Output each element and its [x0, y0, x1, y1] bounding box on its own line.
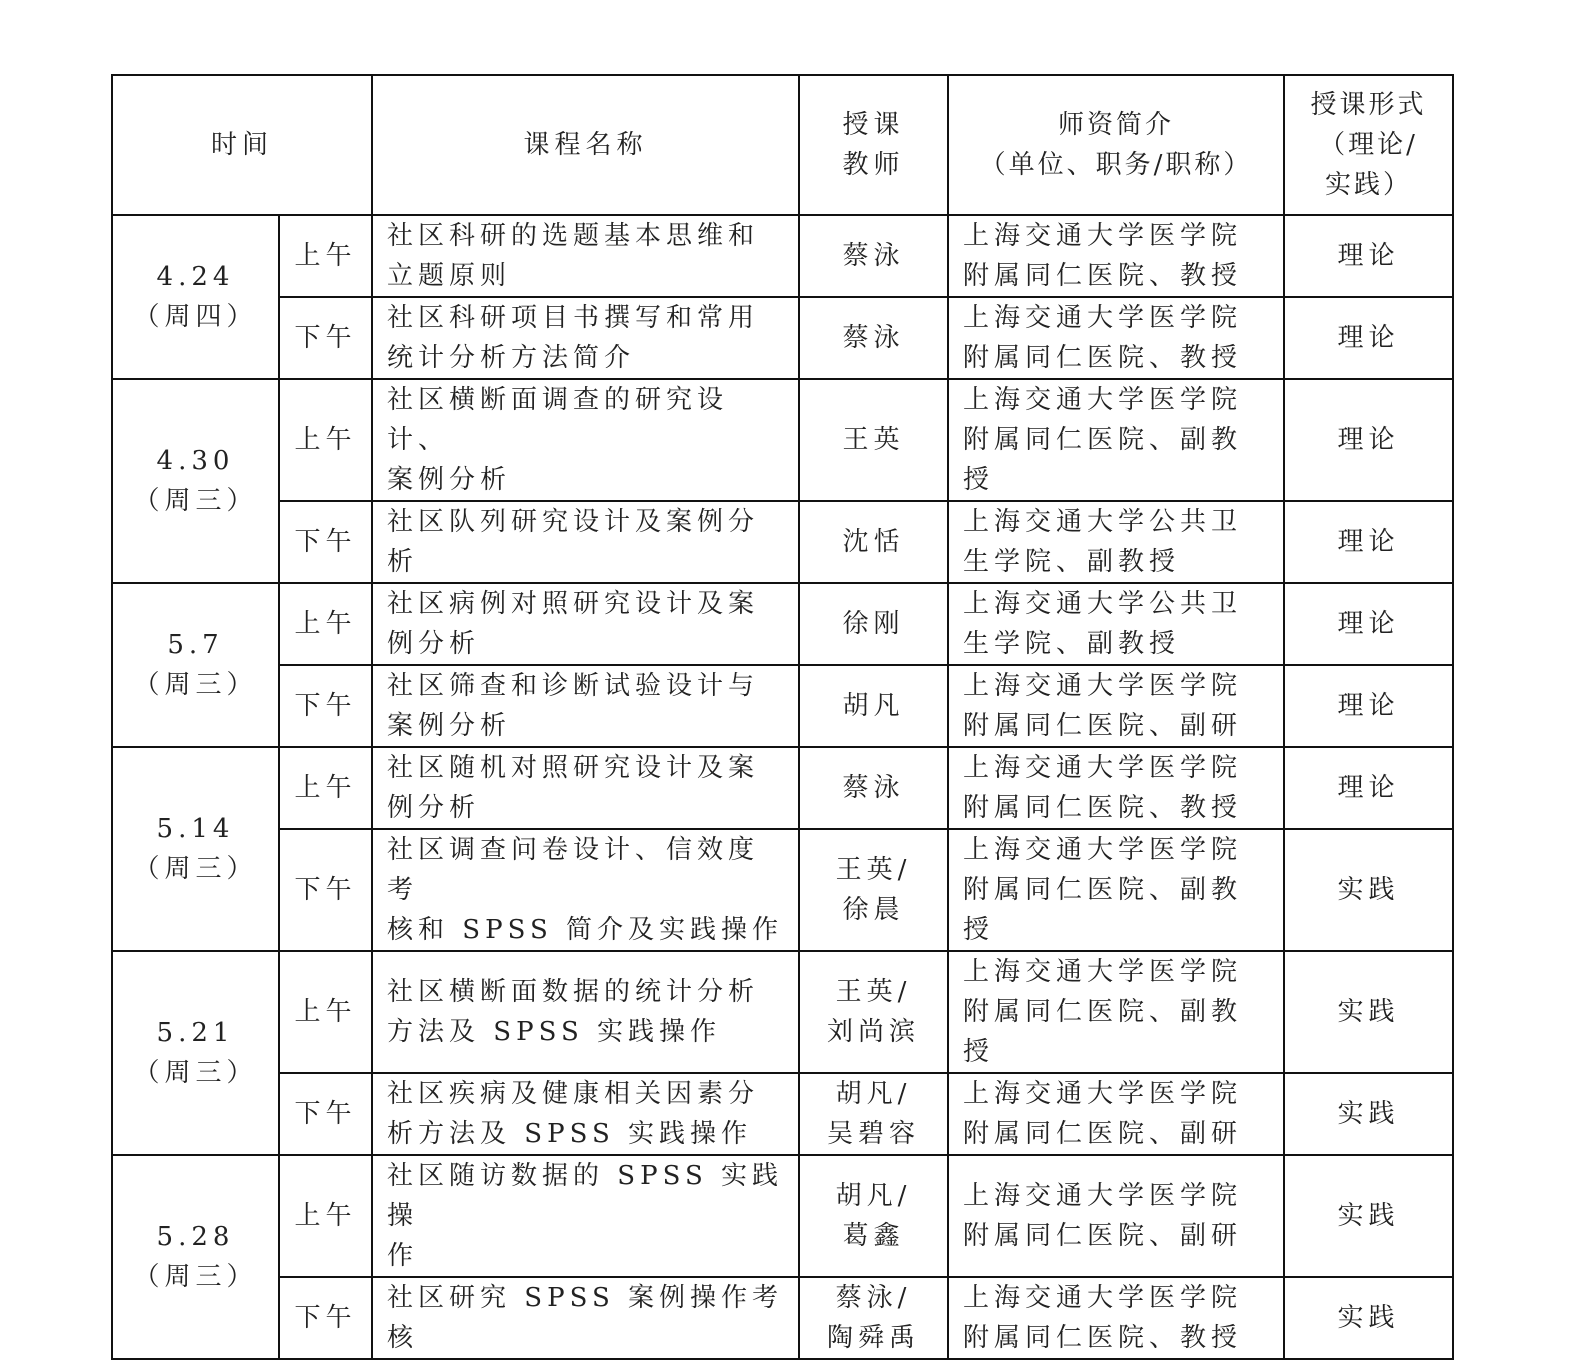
teacher-cell-line: 王英/ — [835, 977, 912, 1007]
header-form — [1284, 75, 1453, 215]
teaching-form-cell: 实践 — [1284, 1277, 1453, 1359]
course-name-cell-line: 社区研究 SPSS 案例操作考核 — [387, 1283, 784, 1353]
teacher-cell-line: 胡凡 — [842, 691, 905, 721]
teacher-cell-line: 胡凡/ — [835, 1181, 912, 1211]
header-form-line2: （理论/ — [1319, 130, 1418, 160]
teacher-intro-cell-line: 附属同仁医院、副研 — [963, 1221, 1243, 1251]
table-row — [112, 951, 1453, 1073]
date-cell — [112, 583, 279, 747]
course-name-cell-line: 案例分析 — [387, 711, 512, 741]
course-name-cell-line: 社区疾病及健康相关因素分 — [387, 1079, 760, 1109]
teacher-intro-cell-line: 上海交通大学公共卫 — [963, 507, 1243, 537]
teacher-cell — [799, 665, 948, 747]
header-teacher-line2: 教师 — [842, 150, 905, 180]
session-half-cell: 上午 — [279, 951, 372, 1073]
course-name-cell-line: 作 — [387, 1241, 419, 1271]
header-intro-line2: （单位、职务/职称） — [979, 150, 1253, 180]
teaching-form-cell: 理论 — [1284, 747, 1453, 829]
schedule-body — [112, 75, 1453, 1359]
course-name-cell — [372, 1155, 799, 1277]
teaching-form-cell: 理论 — [1284, 583, 1453, 665]
teacher-intro-cell-line: 附属同仁医院、副教授 — [963, 875, 1243, 945]
teacher-intro-cell-line: 附属同仁医院、教授 — [963, 793, 1243, 823]
teacher-intro-cell — [948, 1155, 1284, 1277]
teacher-cell — [799, 583, 948, 665]
teacher-cell-line: 陶舜禹 — [827, 1323, 921, 1353]
teacher-intro-cell — [948, 215, 1284, 297]
session-half-cell: 下午 — [279, 829, 372, 951]
teacher-intro-cell-line: 上海交通大学医学院 — [963, 1079, 1243, 1109]
teacher-intro-cell-line: 生学院、副教授 — [963, 629, 1181, 659]
table-row — [112, 1277, 1453, 1359]
teacher-intro-cell — [948, 297, 1284, 379]
session-half-cell: 下午 — [279, 1073, 372, 1155]
teacher-cell — [799, 951, 948, 1073]
teacher-cell-line: 蔡泳 — [842, 323, 905, 353]
teacher-intro-cell-line: 上海交通大学医学院 — [963, 303, 1243, 333]
teacher-intro-cell-line: 上海交通大学医学院 — [963, 1283, 1243, 1313]
weekday-value: （周三） — [133, 486, 258, 516]
teacher-intro-cell-line: 上海交通大学医学院 — [963, 957, 1243, 987]
table-row — [112, 379, 1453, 501]
course-name-cell-line: 社区横断面数据的统计分析 — [387, 977, 760, 1007]
course-name-cell-line: 核和 SPSS 简介及实践操作 — [387, 915, 784, 945]
header-teacher — [799, 75, 948, 215]
date-value: 5.21 — [156, 1018, 235, 1048]
header-teacher-line1: 授课 — [842, 110, 905, 140]
teacher-intro-cell-line: 附属同仁医院、教授 — [963, 261, 1243, 291]
date-cell — [112, 951, 279, 1155]
teacher-cell — [799, 747, 948, 829]
teacher-cell — [799, 1073, 948, 1155]
teacher-intro-cell — [948, 747, 1284, 829]
date-cell — [112, 1155, 279, 1359]
teacher-intro-cell-line: 上海交通大学医学院 — [963, 221, 1243, 251]
course-name-cell-line: 方法及 SPSS 实践操作 — [387, 1017, 722, 1047]
teacher-cell-line: 蔡泳 — [842, 773, 905, 803]
header-time: 时间 — [112, 75, 372, 215]
course-name-cell — [372, 747, 799, 829]
course-name-cell — [372, 501, 799, 583]
table-row — [112, 583, 1453, 665]
teacher-intro-cell-line: 附属同仁医院、副研 — [963, 1119, 1243, 1149]
course-name-cell — [372, 665, 799, 747]
session-half-cell: 上午 — [279, 747, 372, 829]
table-row — [112, 1073, 1453, 1155]
teacher-cell-line: 徐刚 — [842, 609, 905, 639]
course-name-cell — [372, 1073, 799, 1155]
session-half-cell: 上午 — [279, 583, 372, 665]
date-value: 5.14 — [156, 814, 235, 844]
teacher-cell-line: 蔡泳 — [842, 241, 905, 271]
teacher-intro-cell-line: 上海交通大学医学院 — [963, 671, 1243, 701]
course-name-cell-line: 社区随访数据的 SPSS 实践操 — [387, 1161, 784, 1231]
course-name-cell — [372, 215, 799, 297]
session-half-cell: 上午 — [279, 215, 372, 297]
teacher-intro-cell — [948, 829, 1284, 951]
teacher-cell-line: 蔡泳/ — [835, 1283, 912, 1313]
session-half-cell: 上午 — [279, 1155, 372, 1277]
header-row — [112, 75, 1453, 215]
date-cell — [112, 379, 279, 583]
teacher-intro-cell-line: 上海交通大学公共卫 — [963, 589, 1243, 619]
teacher-intro-cell — [948, 1073, 1284, 1155]
header-intro-line1: 师资简介 — [1058, 110, 1175, 140]
course-name-cell-line: 例分析 — [387, 793, 481, 823]
teacher-intro-cell-line: 生学院、副教授 — [963, 547, 1181, 577]
course-name-cell — [372, 379, 799, 501]
date-value: 5.7 — [167, 630, 224, 660]
course-name-cell — [372, 583, 799, 665]
teaching-form-cell: 实践 — [1284, 829, 1453, 951]
teacher-intro-cell-line: 上海交通大学医学院 — [963, 385, 1243, 415]
course-name-cell-line: 社区病例对照研究设计及案 — [387, 589, 760, 619]
weekday-value: （周三） — [133, 1058, 258, 1088]
teacher-cell — [799, 215, 948, 297]
teacher-intro-cell-line: 附属同仁医院、副教授 — [963, 997, 1243, 1067]
table-row — [112, 501, 1453, 583]
teacher-intro-cell — [948, 379, 1284, 501]
course-name-cell-line: 析方法及 SPSS 实践操作 — [387, 1119, 753, 1149]
teacher-cell-line: 刘尚滨 — [827, 1017, 921, 1047]
weekday-value: （周四） — [133, 302, 258, 332]
teacher-intro-cell — [948, 1277, 1284, 1359]
teacher-cell — [799, 829, 948, 951]
session-half-cell: 下午 — [279, 297, 372, 379]
date-cell — [112, 215, 279, 379]
teacher-cell-line: 徐晨 — [842, 895, 905, 925]
teacher-intro-cell — [948, 951, 1284, 1073]
date-value: 5.28 — [156, 1222, 235, 1252]
session-half-cell: 上午 — [279, 379, 372, 501]
teacher-cell-line: 沈恬 — [842, 527, 905, 557]
course-name-cell-line: 社区科研项目书撰写和常用 — [387, 303, 760, 333]
course-name-cell — [372, 829, 799, 951]
table-row — [112, 665, 1453, 747]
course-name-cell-line: 社区调查问卷设计、信效度考 — [387, 835, 760, 905]
teacher-intro-cell — [948, 665, 1284, 747]
teacher-cell-line: 葛鑫 — [842, 1221, 905, 1251]
course-name-cell-line: 社区队列研究设计及案例分 — [387, 507, 760, 537]
table-row — [112, 297, 1453, 379]
course-name-cell — [372, 951, 799, 1073]
weekday-value: （周三） — [133, 1262, 258, 1292]
header-intro — [948, 75, 1284, 215]
table-row — [112, 215, 1453, 297]
session-half-cell: 下午 — [279, 501, 372, 583]
course-name-cell-line: 社区科研的选题基本思维和 — [387, 221, 760, 251]
teacher-intro-cell — [948, 501, 1284, 583]
table-row — [112, 829, 1453, 951]
course-name-cell-line: 析 — [387, 547, 419, 577]
teacher-cell — [799, 297, 948, 379]
header-form-line3: 实践） — [1325, 170, 1413, 200]
teacher-cell — [799, 1155, 948, 1277]
teacher-intro-cell-line: 附属同仁医院、教授 — [963, 343, 1243, 373]
teacher-cell-line: 胡凡/ — [835, 1079, 912, 1109]
teaching-form-cell: 理论 — [1284, 215, 1453, 297]
teaching-form-cell: 理论 — [1284, 665, 1453, 747]
course-name-cell-line: 社区随机对照研究设计及案 — [387, 753, 760, 783]
session-half-cell: 下午 — [279, 665, 372, 747]
table-row — [112, 1155, 1453, 1277]
teacher-cell-line: 王英 — [842, 425, 905, 455]
teacher-cell-line: 王英/ — [835, 855, 912, 885]
teacher-cell — [799, 379, 948, 501]
course-name-cell-line: 立题原则 — [387, 261, 512, 291]
teaching-form-cell: 实践 — [1284, 951, 1453, 1073]
course-name-cell-line: 社区横断面调查的研究设计、 — [387, 385, 729, 455]
date-value: 4.30 — [156, 446, 235, 476]
teacher-intro-cell-line: 附属同仁医院、教授 — [963, 1323, 1243, 1353]
teaching-form-cell: 实践 — [1284, 1155, 1453, 1277]
teaching-form-cell: 理论 — [1284, 501, 1453, 583]
weekday-value: （周三） — [133, 854, 258, 884]
schedule-table — [111, 74, 1454, 1360]
course-name-cell-line: 例分析 — [387, 629, 481, 659]
teacher-intro-cell-line: 上海交通大学医学院 — [963, 753, 1243, 783]
table-row — [112, 747, 1453, 829]
date-value: 4.24 — [156, 262, 235, 292]
course-name-cell — [372, 297, 799, 379]
teacher-intro-cell-line: 附属同仁医院、副研 — [963, 711, 1243, 741]
header-course: 课程名称 — [372, 75, 799, 215]
course-name-cell-line: 统计分析方法简介 — [387, 343, 636, 373]
teacher-intro-cell-line: 上海交通大学医学院 — [963, 1181, 1243, 1211]
date-cell — [112, 747, 279, 951]
teacher-intro-cell-line: 附属同仁医院、副教授 — [963, 425, 1243, 495]
course-name-cell-line: 案例分析 — [387, 465, 512, 495]
teacher-intro-cell-line: 上海交通大学医学院 — [963, 835, 1243, 865]
teaching-form-cell: 理论 — [1284, 379, 1453, 501]
teacher-cell-line: 吴碧容 — [827, 1119, 921, 1149]
course-name-cell — [372, 1277, 799, 1359]
teacher-cell — [799, 1277, 948, 1359]
course-name-cell-line: 社区筛查和诊断试验设计与 — [387, 671, 760, 701]
teaching-form-cell: 实践 — [1284, 1073, 1453, 1155]
teaching-form-cell: 理论 — [1284, 297, 1453, 379]
header-form-line1: 授课形式 — [1310, 90, 1427, 120]
teacher-cell — [799, 501, 948, 583]
session-half-cell: 下午 — [279, 1277, 372, 1359]
weekday-value: （周三） — [133, 670, 258, 700]
teacher-intro-cell — [948, 583, 1284, 665]
